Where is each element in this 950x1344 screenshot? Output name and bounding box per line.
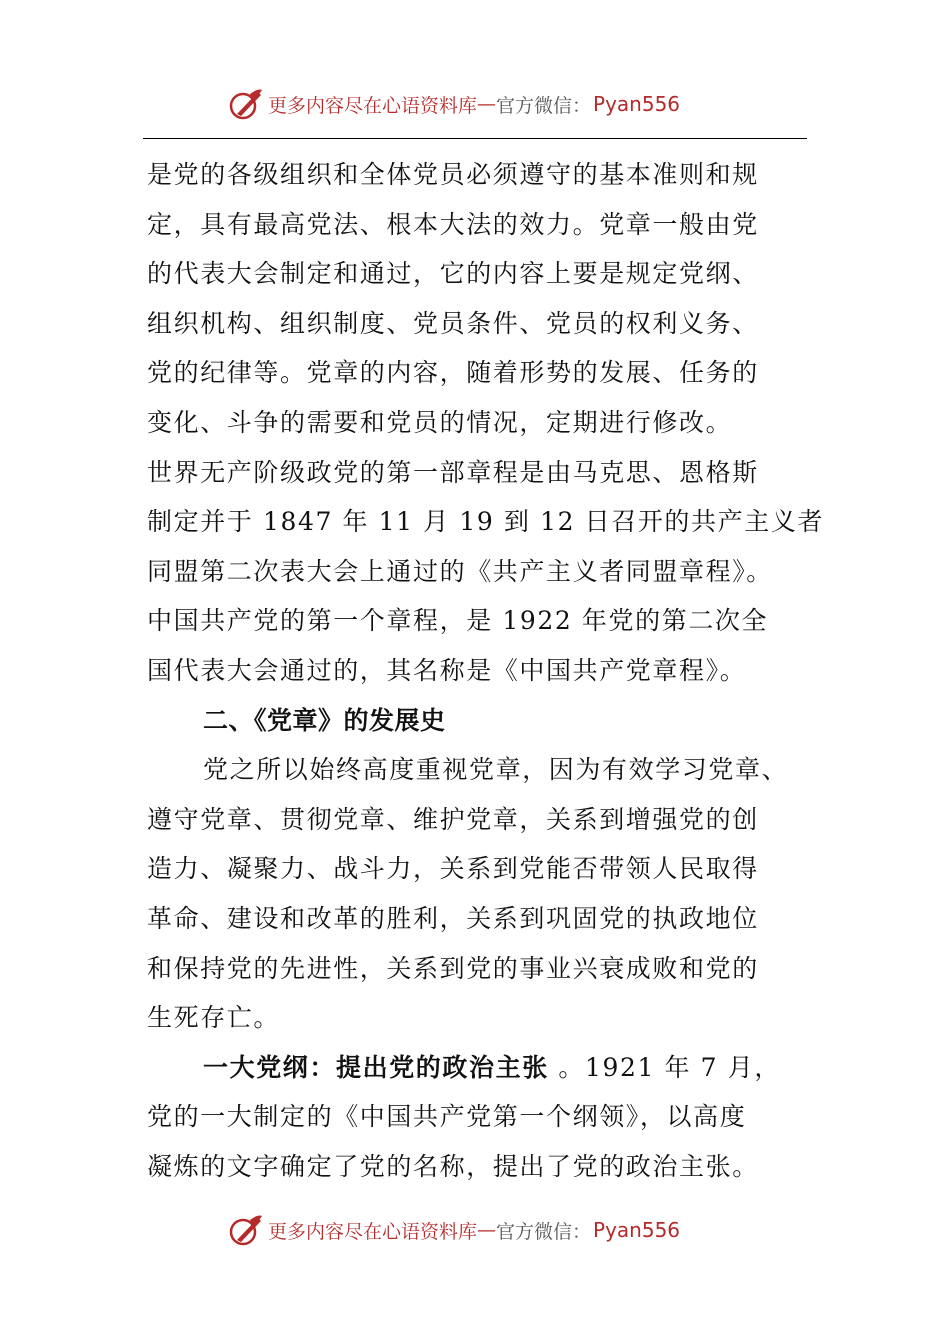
text-line: 国代表大会通过的，其名称是《中国共产党章程》。 [147, 655, 747, 685]
text-line: 的代表大会制定和通过，它的内容上要是规定党纲、 [147, 259, 759, 289]
text-line: 制定并于 1847 年 11 月 19 到 12 日召开的共产主义者 [147, 507, 825, 537]
text-line: 变化、斗争的需要和党员的情况，定期进行修改。 [147, 407, 733, 437]
text-line: 党的一大制定的《中国共产党第一个纲领》，以高度 [147, 1102, 747, 1132]
text-line: 中国共产党的第一个章程，是 1922 年党的第二次全 [147, 606, 769, 636]
text-span: 。1921 年 7 月， [548, 1052, 781, 1082]
text-line: 凝炼的文字确定了党的名称，提出了党的政治主张。 [147, 1151, 759, 1181]
banner-wechat-label: 官方微信： [496, 1220, 592, 1243]
text-line: 遵守党章、贯彻党章、维护党章，关系到增强党的创 [147, 804, 759, 834]
banner-wechat-handle: Pyan556 [593, 92, 681, 116]
text-line: 同盟第二次表大会上通过的《共产主义者同盟章程》。 [147, 556, 773, 586]
banner-site-name: 更多内容尽在心语资料库 [268, 1220, 478, 1243]
bold-lead: 一大党纲：提出党的政治主张 [203, 1052, 549, 1082]
footer-banner [228, 1210, 680, 1250]
banner-wechat-handle: Pyan556 [593, 1218, 681, 1242]
text-line: 世界无产阶级政党的第一部章程是由马克思、恩格斯 [147, 457, 759, 487]
banner-site-name: 更多内容尽在心语资料库 [268, 94, 478, 117]
text-line: 是党的各级组织和全体党员必须遵守的基本准则和规 [147, 160, 759, 189]
text-line: 党的纪律等。党章的内容，随着形势的发展、任务的 [147, 358, 759, 388]
body-text [147, 150, 825, 1191]
header-banner [228, 84, 680, 124]
text-line: 和保持党的先进性，关系到党的事业兴衰成败和党的 [147, 953, 759, 983]
text-line: 党之所以始终高度重视党章，因为有效学习党章、 [203, 755, 789, 785]
header-divider [143, 138, 807, 139]
banner-wechat-label: 官方微信： [496, 94, 592, 117]
text-line: 组织机构、组织制度、党员条件、党员的权利义务、 [147, 308, 759, 338]
text-line: 生死存亡。 [147, 1003, 281, 1033]
banner-dash: — [477, 1219, 497, 1241]
text-line: 造力、凝聚力、战斗力，关系到党能否带领人民取得 [147, 854, 759, 884]
text-line: 定，具有最高党法、根本大法的效力。党章一般由党 [147, 209, 759, 239]
text-line [147, 1043, 807, 1093]
quill-logo-icon [228, 86, 264, 122]
section-heading: 二、《党章》的发展史 [203, 705, 446, 735]
quill-logo-icon [228, 1212, 264, 1248]
text-line: 革命、建设和改革的胜利，关系到巩固党的执政地位 [147, 903, 759, 933]
banner-dash: — [477, 93, 497, 115]
